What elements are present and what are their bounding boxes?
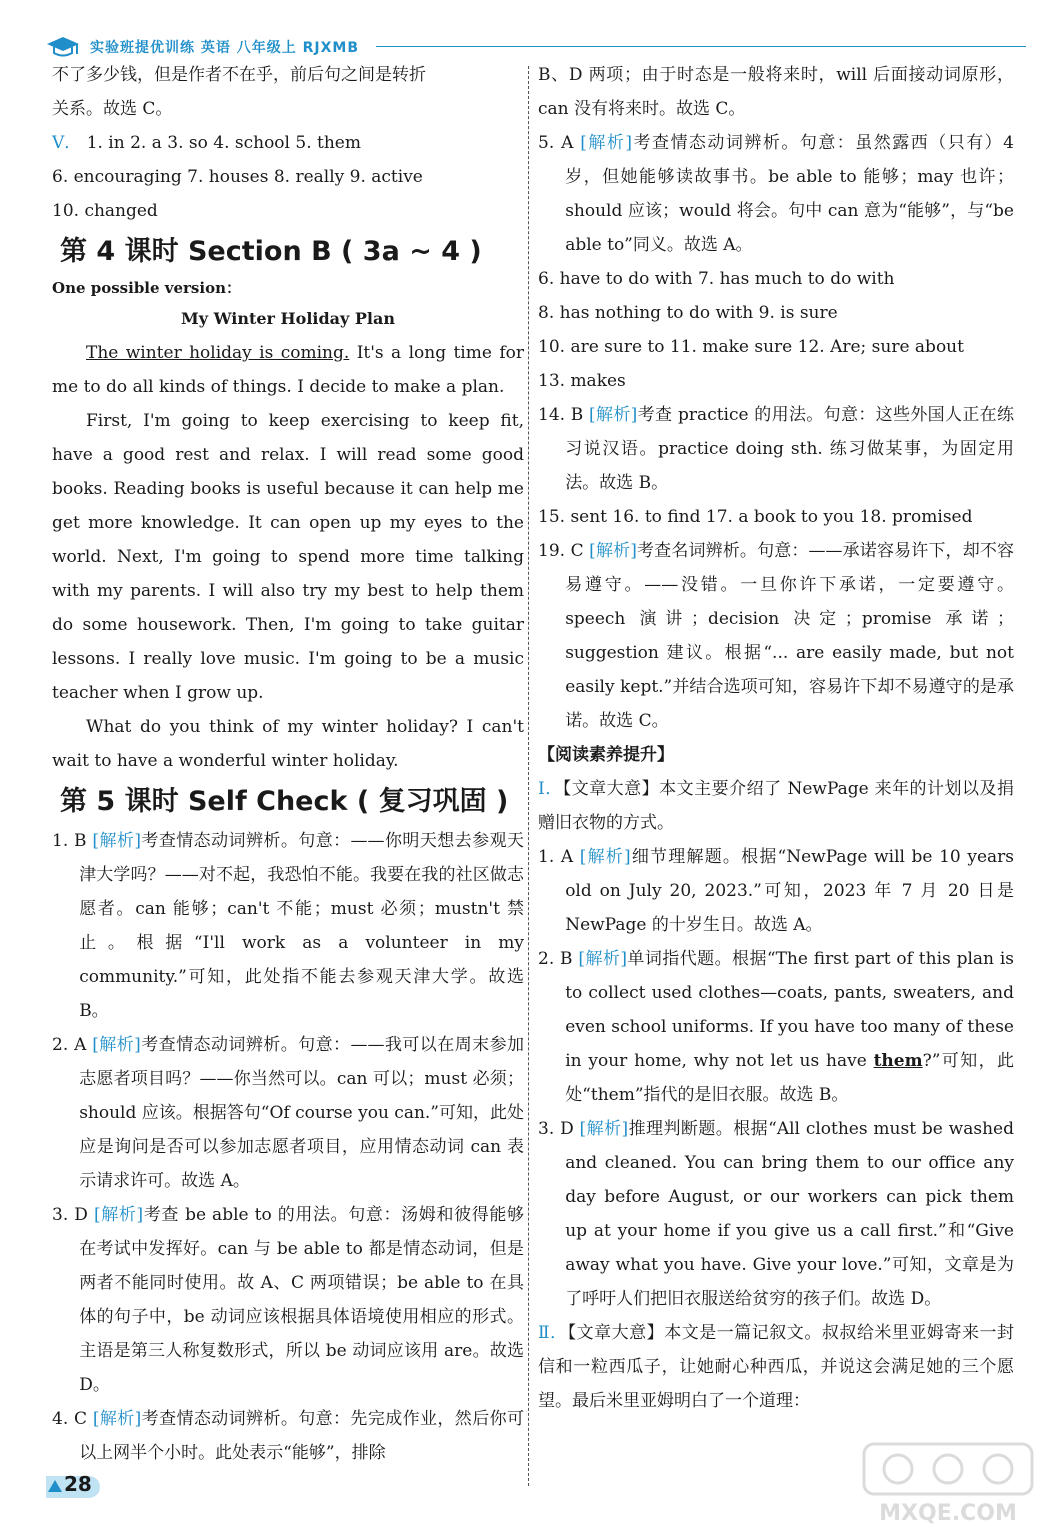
essay-paragraph: What do you think of my winter holiday? I can't wait to have a wonderful winter holiday.	[52, 717, 524, 771]
summary-text: 【文章大意】本文主要介绍了 NewPage 来年的计划以及捐赠旧衣物的方式。	[538, 779, 1015, 833]
section-label-v: V．	[52, 133, 82, 153]
answer-row-v	[52, 126, 524, 160]
analysis-text: 单词指代题。根据“The first part of this plan is to collect used clothes—coats, pants, sweaters, and even school uniforms. If you have too many of these in your home, why not let us have	[565, 949, 1014, 1071]
answer-row: 8. has nothing to do with 9. is sure	[538, 303, 838, 323]
answer-row: 10. changed	[52, 201, 158, 221]
roman-label-ii: Ⅱ．	[538, 1323, 568, 1343]
answer-key: 14. B	[538, 405, 590, 425]
analysis-tag: [解析]	[580, 133, 632, 153]
analysis-tag: [解析]	[92, 1409, 142, 1429]
answer-row: 13. makes	[538, 371, 626, 391]
essay-title: My Winter Holiday Plan	[180, 309, 396, 328]
lesson-heading: 第 4 课时 Section B ( 3a ~ 4 )	[60, 236, 482, 267]
analysis-text: 细节理解题。根据“NewPage will be 10 years old on July 20, 2023.”可知，2023 年 7 月 20 日是 NewPage 的十岁生日。故选 A。	[565, 847, 1015, 935]
answer-row: 6. encouraging 7. houses 8. really 9. active	[52, 167, 423, 187]
answer-row: 6. have to do with 7. has much to do with	[538, 269, 895, 289]
analysis-text: 考查情态动词辨析。句意：虽然露西（只有）4 岁，但她能够读故事书。be able to 能够；may 也许；should 应该；would 将会。句中 can 意为“能够”，与“be able to”同义。故选 A。	[565, 133, 1014, 255]
essay-paragraph	[52, 336, 524, 404]
analysis-text: 考查 practice 的用法。句意：这些外国人正在练习说汉语。practice doing sth. 练习做某事，为固定用法。故选 B。	[565, 405, 1015, 493]
essay-text: It's a long time for me to do all kinds of things. I decide to make a plan.	[52, 343, 524, 397]
answer-item	[538, 534, 1014, 738]
underlined-word: them	[873, 1051, 923, 1071]
graduation-cap-icon	[46, 34, 80, 60]
watermark-logo	[858, 1440, 1038, 1530]
answer-row: 15. sent 16. to find 17. a book to you 18. promised	[538, 507, 973, 527]
answer-key: 3. D	[538, 1119, 580, 1139]
reading-section-heading: 【阅读素养提升】	[538, 745, 674, 765]
left-column	[52, 58, 524, 1470]
analysis-text: 考查情态动词辨析。句意：——我可以在周末参加志愿者项目吗？——你当然可以。can 可以；must 必须；should 应该。根据答句“Of course you can.”可知，此处应是询问是否可以参加志愿者项目，应用情态动词 can 表示请求许可。故选 A。	[79, 1035, 525, 1191]
answer-item	[52, 824, 524, 1028]
up-arrow-icon	[48, 1480, 62, 1492]
underlined-sentence: The winter holiday is coming.	[86, 343, 350, 363]
answer-key: 1. B	[52, 831, 93, 851]
roman-label-i: Ⅰ．	[538, 779, 563, 799]
answer-key: 2. B	[538, 949, 579, 969]
analysis-tag: [解析]	[93, 1205, 144, 1225]
analysis-text: 考查情态动词辨析。句意：——你明天想去参观天津大学吗？——对不起，我恐怕不能。我要在我的社区做志愿者。can 能够；can't 不能；must 必须；mustn't 禁止。根据“I'll work as a volunteer in my community.”可知，此处指不能去参观天津大学。故选 B。	[79, 831, 525, 1021]
analysis-tag: [解析]	[92, 1035, 141, 1055]
passage-summary	[538, 772, 1014, 840]
answer-item	[538, 840, 1014, 942]
analysis-tag: [解析]	[92, 831, 141, 851]
answer-item	[52, 1028, 524, 1198]
page-number: 28	[64, 1472, 92, 1496]
answer-key: 4. C	[52, 1409, 93, 1429]
analysis-text: ?”可知，此处“them”指代的是旧衣服。故选 B。	[565, 1051, 1014, 1105]
passage-summary	[538, 1316, 1014, 1418]
analysis-text: 考查 be able to 的用法。句意：汤姆和彼得能够在考试中发挥好。can 与 be able to 都是情态动词，但是两者不能同时使用。故 A、C 两项错误；be able to 在具体的句子中，be 动词应该根据具体语境使用相应的形式。主语是第三人称复数形式，所以 be 动词应该用 are。故选 D。	[79, 1205, 525, 1395]
analysis-tag: [解析]	[589, 405, 638, 425]
answer-row: 10. are sure to 11. make sure 12. Are; sure about	[538, 337, 964, 357]
analysis-text: 考查名词辨析。句意：——承诺容易许下，却不容易遵守。——没错。一旦你许下承诺，一定要遵守。speech 演讲；decision 决定；promise 承诺；suggestion 建议。根据“... are easily made, but not easily kept.”并结合选项可知，容易许下却不易遵守的是承诺。故选 C。	[565, 541, 1015, 731]
answer-text: 1. in 2. a 3. so 4. school 5. them	[86, 133, 361, 153]
answer-key: 1. A	[538, 847, 580, 867]
header-rule	[376, 46, 1026, 47]
answer-item	[538, 126, 1014, 262]
text-line: 不了多少钱，但是作者不在乎，前后句之间是转折	[52, 65, 426, 85]
analysis-tag: [解析]	[589, 541, 637, 561]
analysis-tag: [解析]	[578, 949, 627, 969]
summary-text: 【文章大意】本文是一篇记叙文。叔叔给米里亚姆寄来一封信和一粒西瓜子，让她耐心种西瓜，并说这会满足她的三个愿望。最后米里亚姆明白了一个道理：	[538, 1323, 1014, 1411]
answer-key: 5. A	[538, 133, 581, 153]
right-column	[538, 58, 1014, 1418]
page-number-badge	[46, 1472, 100, 1502]
answer-item	[538, 1112, 1014, 1316]
watermark-text: MXQE.COM	[879, 1501, 1017, 1526]
possible-version-label: One possible version：	[52, 279, 241, 297]
text-line: 关系。故选 C。	[52, 99, 173, 119]
answer-key: 2. A	[52, 1035, 93, 1055]
analysis-tag: [解析]	[579, 1119, 629, 1139]
column-divider	[528, 66, 529, 1486]
answer-item	[52, 1198, 524, 1402]
analysis-tag: [解析]	[579, 847, 631, 867]
answer-item	[52, 1402, 524, 1470]
analysis-text: 考查情态动词辨析。句意：先完成作业，然后你可以上网半个小时。此处表示“能够”，排除	[79, 1409, 524, 1463]
text-paragraph: B、D 两项；由于时态是一般将来时，will 后面接动词原形，can 没有将来时。故选 C。	[538, 65, 1014, 119]
header-title: 实验班提优训练 英语 八年级上 RJXMB	[90, 40, 360, 56]
page-header	[46, 34, 1026, 60]
answer-key: 19. C	[538, 541, 590, 561]
lesson-heading: 第 5 课时 Self Check ( 复习巩固 )	[60, 786, 509, 817]
answer-item	[538, 398, 1014, 500]
analysis-text: 推理判断题。根据“All clothes must be washed and cleaned. You can bring them to our office any day before August, or our workers can pick them up at your home if you give us a call first.”和“Give away what you have. Give your love.”可知，文章是为了呼吁人们把旧衣服送给贫穷的孩子们。故选 D。	[565, 1119, 1014, 1309]
answer-item	[538, 942, 1014, 1112]
essay-paragraph: First, I'm going to keep exercising to keep fit, have a good rest and relax. I will read some good books. Reading books is useful because it can help me get more knowledge. It can open up my eyes to the world. Next, I'm going to spend more time talking with my parents. I will also try my best to help them do some housework. Then, I'm going to take guitar lessons. I really love music. I'm going to be a music teacher when I grow up.	[52, 411, 524, 703]
answer-key: 3. D	[52, 1205, 94, 1225]
